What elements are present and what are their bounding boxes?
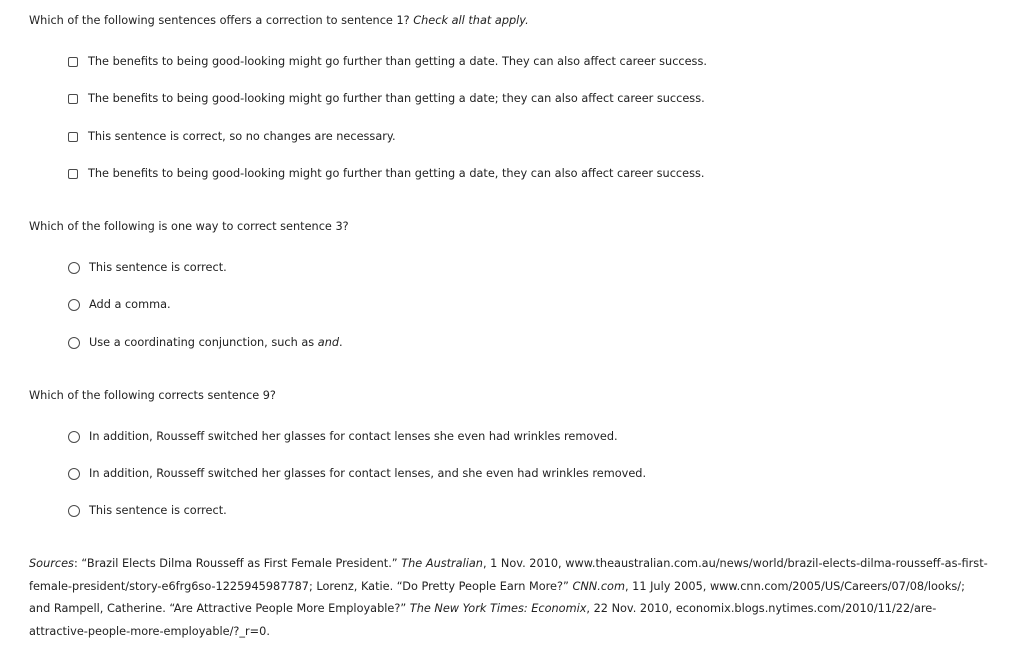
source-text: , 22 Nov. 2010, economix.blogs.nytimes.com/2010/11/22/are-attractive-people-more-employable/?_r=0. (29, 602, 937, 638)
checkbox[interactable] (68, 132, 78, 142)
q1-option-4[interactable] (68, 167, 704, 180)
option-label: In addition, Rousseff switched her glasses for contact lenses, and she even had wrinkles removed. (89, 467, 647, 480)
q1-option-2[interactable] (68, 92, 705, 105)
radio-button[interactable] (68, 505, 80, 517)
radio-button[interactable] (68, 468, 80, 480)
checkbox[interactable] (68, 94, 78, 104)
option-label: The benefits to being good-looking might go further than getting a date. They can also affect career success. (88, 55, 707, 68)
q3-option-3[interactable] (68, 504, 227, 517)
question-3-prompt: Which of the following corrects sentence 9? (29, 389, 276, 402)
option-label: The benefits to being good-looking might go further than getting a date, they can also affect career success. (88, 167, 705, 180)
q3-option-2[interactable] (68, 467, 646, 480)
source-publication: The Australian (401, 557, 483, 570)
option-label: This sentence is correct, so no changes are necessary. (88, 130, 396, 143)
question-1-prompt (29, 14, 529, 27)
option-period: . (339, 336, 343, 349)
option-label: The benefits to being good-looking might go further than getting a date; they can also affect career success. (88, 92, 705, 105)
source-publication: CNN.com (572, 579, 625, 593)
radio-button[interactable] (68, 262, 80, 274)
sources-label: Sources (29, 557, 74, 570)
source-text: , 1 Nov. 2010, www.theaustralian.com.au/news/world/brazil-elects-dilma-rousseff-as-first-female-president/story-e6frg6so-1225945987787; Lorenz, Katie. “Do Pretty People Earn More?” (29, 557, 988, 593)
question-1-instruction: Check all that apply. (413, 14, 529, 27)
sources-citation (29, 553, 989, 643)
checkbox[interactable] (68, 57, 78, 67)
question-1-text: Which of the following sentences offers a correction to sentence 1? (29, 14, 414, 27)
q1-option-3[interactable] (68, 130, 396, 143)
option-label: This sentence is correct. (89, 504, 227, 517)
source-text: , 11 July 2005, www.cnn.com/2005/US/Careers/07/08/looks/; and Rampell, Catherine. “Are Attractive People More Employable?” (29, 579, 965, 615)
option-emphasis: and (317, 336, 340, 349)
radio-button[interactable] (68, 431, 80, 443)
question-2-prompt: Which of the following is one way to correct sentence 3? (29, 220, 349, 233)
source-publication: The New York Times: Economix (409, 602, 587, 615)
q2-option-1[interactable] (68, 261, 227, 274)
option-label: This sentence is correct. (89, 261, 227, 274)
q1-option-1[interactable] (68, 55, 707, 68)
option-text: Use a coordinating conjunction, such as (89, 336, 318, 349)
source-text: : “Brazil Elects Dilma Rousseff as First Female President.” (73, 557, 402, 570)
radio-button[interactable] (68, 337, 80, 349)
checkbox[interactable] (68, 169, 78, 179)
radio-button[interactable] (68, 299, 80, 311)
q3-option-1[interactable] (68, 430, 618, 443)
q2-option-2[interactable] (68, 298, 171, 311)
option-label: Add a comma. (89, 298, 171, 311)
option-label (89, 336, 343, 349)
option-label: In addition, Rousseff switched her glasses for contact lenses she even had wrinkles removed. (89, 430, 618, 443)
q2-option-3[interactable] (68, 336, 343, 349)
